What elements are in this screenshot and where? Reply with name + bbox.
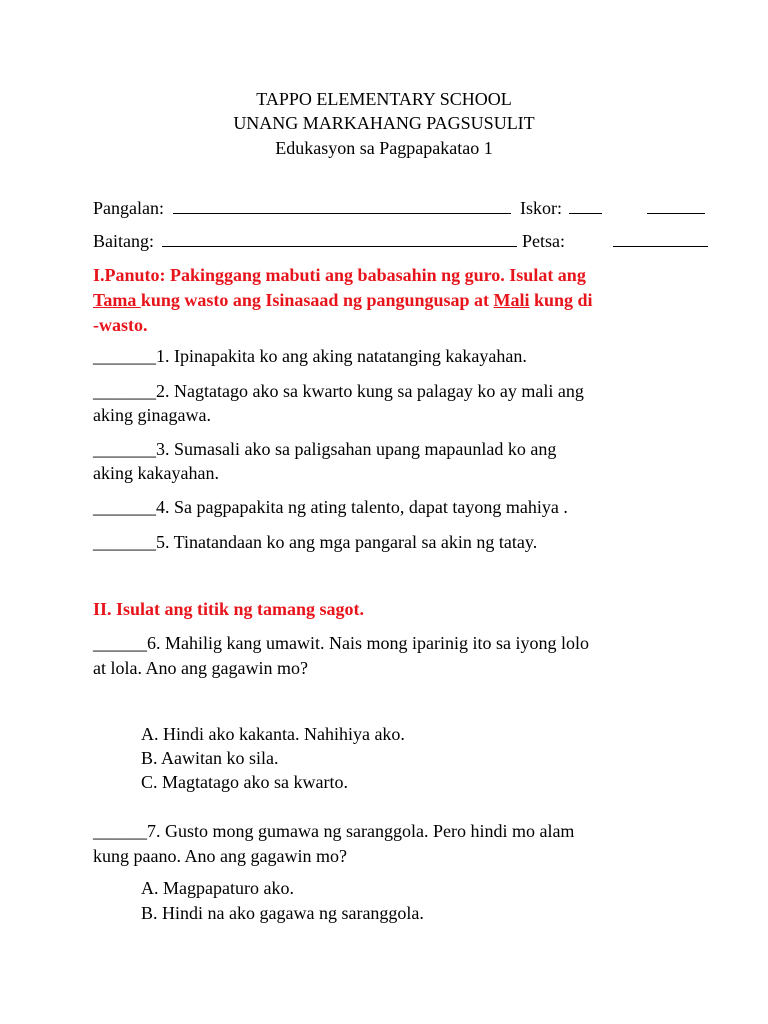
question-7-cont: kung paano. Ano ang gagawin mo?: [93, 846, 347, 866]
name-blank-line: [173, 213, 511, 214]
score-label: Iskor:: [520, 198, 562, 218]
q7-choice-a: A. Magpapaturo ako.: [141, 878, 294, 898]
item-3-cont: aking kakayahan.: [93, 463, 219, 483]
question-7: ______7. Gusto mong gumawa ng saranggola. Pero hindi mo alam: [93, 821, 575, 841]
item-2-cont: aking ginagawa.: [93, 405, 211, 425]
score-blank-line-2: [647, 213, 705, 214]
part1-instruction-mid: kung wasto ang Isinasaad ng pangungusap at: [140, 290, 494, 310]
q7-choice-b: B. Hindi na ako gagawa ng saranggola.: [141, 903, 424, 923]
date-blank-line: [613, 246, 708, 247]
school-name: TAPPO ELEMENTARY SCHOOL: [256, 89, 512, 109]
q6-choice-b: B. Aawitan ko sila.: [141, 748, 279, 768]
q6-choice-a: A. Hindi ako kakanta. Nahihiya ako.: [141, 724, 405, 744]
exam-title: UNANG MARKAHANG PAGSUSULIT: [233, 113, 535, 133]
part1-instruction-line1: I.Panuto: Pakinggang mabuti ang babasahin ng guro. Isulat ang: [93, 265, 586, 285]
mali-word: Mali: [493, 290, 530, 310]
item-5: _______5. Tinatandaan ko ang mga pangaral sa akin ng tatay.: [93, 532, 538, 552]
item-4: _______4. Sa pagpapakita ng ating talento, dapat tayong mahiya .: [93, 497, 568, 517]
grade-label: Baitang:: [93, 231, 154, 251]
date-label: Petsa:: [522, 231, 565, 251]
item-3: _______3. Sumasali ako sa paligsahan upang mapaunlad ko ang: [93, 439, 557, 459]
score-blank-line: [569, 213, 602, 214]
part2-title: II. Isulat ang titik ng tamang sagot.: [93, 599, 365, 619]
question-6: ______6. Mahilig kang umawit. Nais mong iparinig ito sa iyong lolo: [93, 633, 589, 653]
part1-instruction-line2: [93, 290, 593, 311]
grade-blank-line: [162, 246, 517, 247]
name-label: Pangalan:: [93, 198, 164, 218]
item-1: _______1. Ipinapakita ko ang aking natatanging kakayahan.: [93, 346, 527, 366]
question-6-cont: at lola. Ano ang gagawin mo?: [93, 658, 308, 678]
part1-instruction-end: kung di: [529, 290, 593, 310]
tama-word: Tama: [93, 290, 141, 310]
subject-title: Edukasyon sa Pagpapakatao 1: [275, 138, 493, 158]
q6-choice-c: C. Magtatago ako sa kwarto.: [141, 772, 348, 792]
part1-instruction-line3: -wasto.: [93, 315, 148, 335]
item-2: _______2. Nagtatago ako sa kwarto kung sa palagay ko ay mali ang: [93, 381, 584, 401]
